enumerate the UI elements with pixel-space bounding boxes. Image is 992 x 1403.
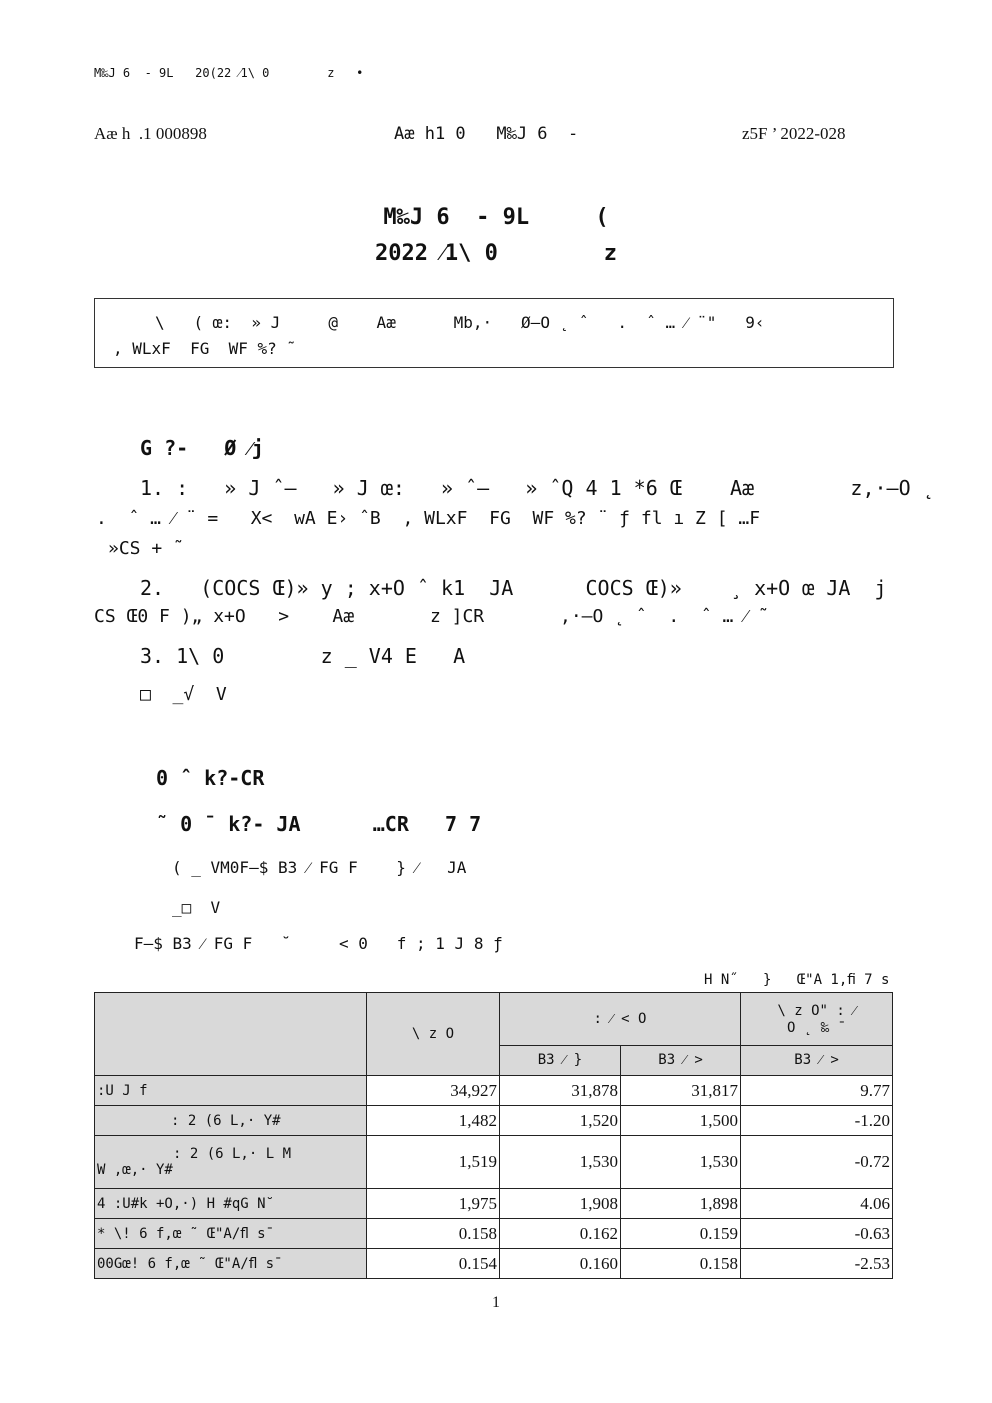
cell-value: 1,520 xyxy=(500,1106,621,1136)
row-label: 4 :U#k +O,·) H #qG N˘ xyxy=(95,1189,367,1219)
table-unit-note: H N˝ } Œ"A 1,ﬁ 7 s xyxy=(704,972,890,988)
cell-value: 1,975 xyxy=(367,1189,500,1219)
cell-value: 4.06 xyxy=(741,1189,893,1219)
document-number: Aæ h .1 000898 xyxy=(94,124,207,143)
table-header-line: \ z O" : ⁄ xyxy=(777,1002,856,1019)
cell-value: 0.162 xyxy=(500,1219,621,1249)
cell-value: 1,908 xyxy=(500,1189,621,1219)
cell-value: 31,878 xyxy=(500,1076,621,1106)
table-row xyxy=(95,1076,893,1106)
row-label: * \! 6 f,œ ˜ Œ"A/ﬂ s¯ xyxy=(95,1219,367,1249)
paragraph-line: 2. (COCS Œ)» y ; x+O ˆ k1 JA COCS Œ)» ¸ x+O œ JA j xyxy=(140,576,887,600)
subsection-heading: ˜ 0 ¯ k?- JA …CR 7 7 xyxy=(156,812,482,836)
cell-value: 1,500 xyxy=(621,1106,741,1136)
row-label: : 2 (6 L,· Y# xyxy=(95,1106,367,1136)
table-header-blank xyxy=(95,993,367,1076)
document-code: z5F ’ 2022-028 xyxy=(742,124,846,143)
table-subheader: B3 ⁄ > xyxy=(621,1046,741,1076)
row-label: :U J f xyxy=(95,1076,367,1106)
cell-value: 34,927 xyxy=(367,1076,500,1106)
list-item: _□ V xyxy=(172,898,221,917)
cell-value: 1,519 xyxy=(367,1136,500,1189)
row-label-line: : 2 (6 L,· L M xyxy=(173,1146,292,1162)
table-subheader: B3 ⁄ } xyxy=(500,1046,621,1076)
table-subheader: B3 ⁄ > xyxy=(741,1046,893,1076)
paragraph-line: . ˆ … ⁄ ¨ = X< wA E› ˆB , WLxF FG WF %? ¨ ƒ fl ı Z [ …F xyxy=(96,508,761,529)
cell-value: 31,817 xyxy=(621,1076,741,1106)
table-row xyxy=(95,1219,893,1249)
table-header-col: \ z O xyxy=(367,993,500,1076)
paragraph-line: CS Œ0 F )„ x+O > Aæ z ]CR ,·–O ˛ ˆ . ˆ … ⁄ ˜ xyxy=(94,606,769,627)
list-item: ( _ VM0F–$ B3 ⁄ FG F } ⁄ JA xyxy=(172,858,467,877)
table-header-col xyxy=(741,993,893,1046)
table-row xyxy=(95,1249,893,1279)
cell-value: 1,530 xyxy=(621,1136,741,1189)
paragraph-line: 3. 1\ 0 z _ V4 E A xyxy=(140,644,466,668)
cell-value: 1,482 xyxy=(367,1106,500,1136)
table-row xyxy=(95,1189,893,1219)
cell-value: 0.154 xyxy=(367,1249,500,1279)
cell-value: 1,898 xyxy=(621,1189,741,1219)
cell-value: 0.159 xyxy=(621,1219,741,1249)
cell-value: -2.53 xyxy=(741,1249,893,1279)
table-header-line: O ˛ ‰ ¯ xyxy=(787,1019,847,1036)
notice-text-line: \ ( œ: » J @ Aæ Mb,· Ø–O ˛ ˆ . ˆ … ⁄ ¨" 9‹ xyxy=(155,313,765,332)
paragraph-line: □ _√ V xyxy=(140,684,227,705)
page-subtitle: 2022 ⁄1\ 0 z xyxy=(374,241,618,266)
table-header-group: : ⁄ < O xyxy=(500,993,741,1046)
cell-value: -1.20 xyxy=(741,1106,893,1136)
cell-value: 0.160 xyxy=(500,1249,621,1279)
paragraph-line: »CS + ˜ xyxy=(108,538,184,559)
notice-text-line: , WLxF FG WF %? ˜ xyxy=(113,339,297,358)
cell-value: 0.158 xyxy=(621,1249,741,1279)
cell-value: -0.72 xyxy=(741,1136,893,1189)
table-row xyxy=(95,1136,893,1189)
notice-box xyxy=(94,298,894,368)
page-number: 1 xyxy=(492,1294,500,1311)
paragraph-line: 1. : » J ˆ– » J œ: » ˆ– » ˆQ 4 1 *6 Œ Aæ z,·–O ˛ xyxy=(140,476,935,500)
section-heading: 0 ˆ k?-CR xyxy=(156,766,265,790)
cell-value: 0.158 xyxy=(367,1219,500,1249)
document-issuer: Aæ h1 0 M‰J 6 - xyxy=(394,124,579,144)
cell-value: -0.63 xyxy=(741,1219,893,1249)
row-label xyxy=(95,1136,367,1189)
section-heading: G ?- Ø ⁄j xyxy=(140,436,264,460)
page-title: M‰J 6 - 9L ( xyxy=(383,205,609,230)
row-label: 00Gœ! 6 f,œ ˜ Œ"A/ﬂ s¯ xyxy=(95,1249,367,1279)
table-caption: F–$ B3 ⁄ FG F ˘ < 0 f ; 1 J 8 ƒ xyxy=(134,934,503,953)
cell-value: 9.77 xyxy=(741,1076,893,1106)
data-table xyxy=(94,992,893,1279)
row-label-line: W ,œ,· Y# xyxy=(97,1162,173,1178)
running-header: M‰J 6 - 9L 20(22 ⁄1\ 0 z • xyxy=(94,66,364,80)
cell-value: 1,530 xyxy=(500,1136,621,1189)
table-row xyxy=(95,1106,893,1136)
